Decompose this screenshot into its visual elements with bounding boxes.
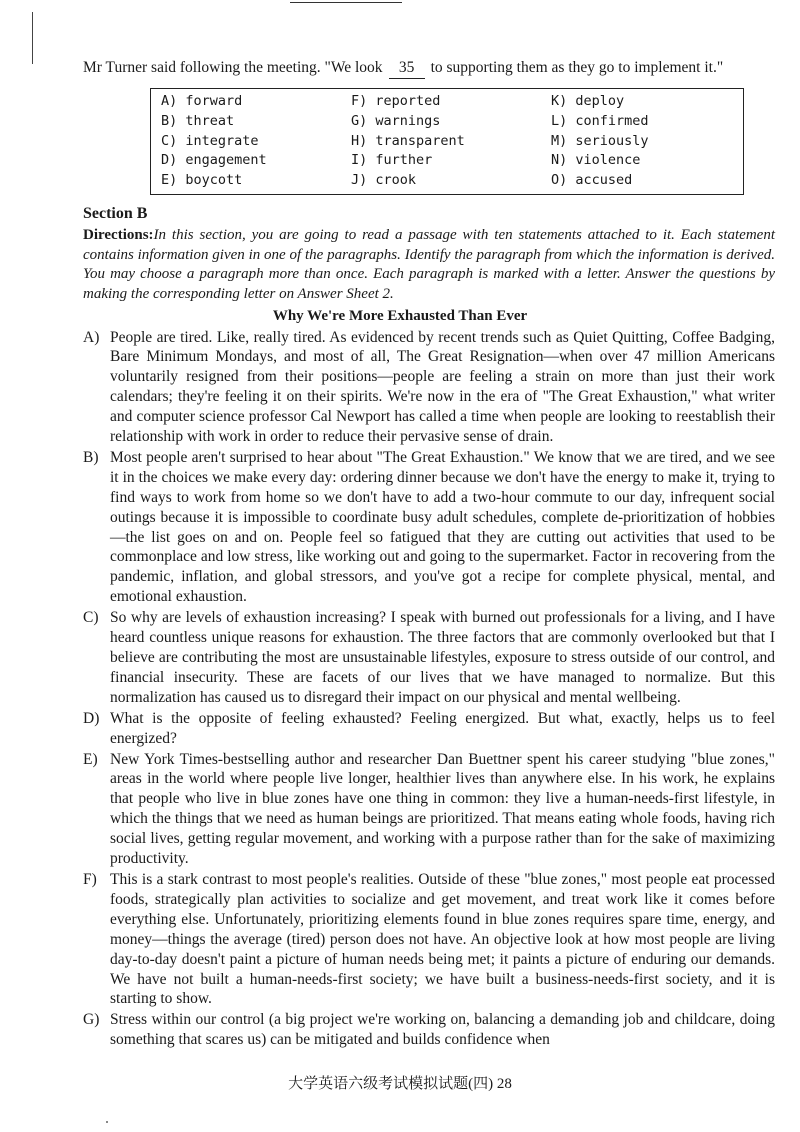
option-item: C) integrate xyxy=(161,132,259,149)
intro-sentence xyxy=(83,58,775,79)
section-heading: Section B xyxy=(83,204,148,222)
passage-title: Why We're More Exhausted Than Ever xyxy=(272,307,528,324)
paragraph-text: Stress within our control (a big project we're working on, balancing a demanding job and childcare, doing something that scares us) can be mitigated and builds confidence when xyxy=(110,1011,775,1049)
page-footer: 大学英语六级考试模拟试题(四) 28 xyxy=(288,1076,512,1093)
paragraph-text: So why are levels of exhaustion increasing? I speak with burned out professionals for a living, and I have heard countless unique reasons for exhaustion. The three factors that are commonly overlooked but that I believe are contributing the most are unsustainable lifestyles, exposure to stress outside of our control, and financial insecurity. These are facets of our lives that we have managed to normalize. But this normalization has caused us to disregard their impact on our physical and mental wellbeing. xyxy=(110,609,775,706)
option-item: I) further xyxy=(351,152,433,169)
paragraph-d xyxy=(83,709,775,749)
intro-after: to supporting them as they go to implement it." xyxy=(430,59,724,76)
option-item: L) confirmed xyxy=(551,112,649,129)
option-item: H) transparent xyxy=(351,132,465,149)
paragraph-letter: B) xyxy=(83,448,99,466)
paragraph-letter: E) xyxy=(83,750,98,768)
paragraph-g xyxy=(83,1010,775,1050)
paragraph-text: New York Times-bestselling author and researcher Dan Buettner spent his career studying "blue zones," areas in the world where people live longer, healthier lives than anywhere else. In his work, he explains that people who live in blue zones have one thing in common: they live a human-needs-first lifestyle, in which the things that we need as human beings are prioritized. That means eating whole foods, having rich social lives, getting regular movement, and working with a purpose rather than for the sake of maximizing productivity. xyxy=(110,750,775,868)
option-item: K) deploy xyxy=(551,93,625,109)
paragraph-letter: C) xyxy=(83,609,99,627)
blank-35: 35 xyxy=(389,58,425,79)
scan-speck xyxy=(106,1121,108,1123)
paragraph-text: This is a stark contrast to most people's realities. Outside of these "blue zones," most people eat processed foods, strategically plan activities to socialize and get movement, and treat work like it comes before everything else. Unfortunately, prioritizing elements found in blue zones requires spare time, energy, and money—things the average (tired) person does not have. An objective look at how most people are living day-to-day doesn't paint a picture of human needs being met; it paints a picture of enduring our demands. We have not built a human-needs-first society; we have built a business-needs-first society, and it is starting to show. xyxy=(110,870,775,1008)
intro-before: Mr Turner said following the meeting. "We look xyxy=(83,59,383,76)
paragraph-f xyxy=(83,870,775,1009)
paragraph-text: What is the opposite of feeling exhausted? Feeling energized. But what, exactly, helps us to feel energized? xyxy=(110,709,775,747)
option-item: G) warnings xyxy=(351,112,441,129)
page-content xyxy=(83,58,775,1094)
paragraph-letter: A) xyxy=(83,328,100,346)
option-item: F) reported xyxy=(351,93,441,109)
word-bank-column xyxy=(161,92,351,191)
margin-rule xyxy=(32,12,33,64)
word-bank-column xyxy=(551,92,731,191)
passage xyxy=(83,328,775,1051)
word-bank xyxy=(150,88,744,195)
paragraph-text: People are tired. Like, really tired. As evidenced by recent trends such as Quiet Quitting, Coffee Badging, Bare Minimum Mondays, and most of all, The Great Resignation—when over 47 million Americans voluntarily resigned from their positions—people are feeling a strain on more than just their work calendars; they're feeling it on their spirits. We're now in the era of "The Great Exhaustion," what writer and computer science professor Cal Newport has called a time when people are looking to reestablish their relationship with work in order to reduce their pervasive sense of drain. xyxy=(110,328,775,446)
option-item: B) threat xyxy=(161,112,235,129)
option-item: D) engagement xyxy=(161,152,267,169)
option-item: A) forward xyxy=(161,93,243,109)
paragraph-letter: G) xyxy=(83,1011,100,1029)
option-item: M) seriously xyxy=(551,132,649,149)
paragraph-letter: F) xyxy=(83,870,97,888)
paragraph-e xyxy=(83,750,775,869)
option-item: N) violence xyxy=(551,152,641,169)
paragraph-c xyxy=(83,608,775,708)
paragraph-letter: D) xyxy=(83,709,100,727)
paragraph-text: Most people aren't surprised to hear about "The Great Exhaustion." We know that we are tired, and we see it in the choices we make every day: ordering dinner because we don't have the energy to make it, trying to find ways to work from home so we don't have to add a two-hour commute to our day, infrequent social outings because it is impossible to coordinate busy adult schedules, complete de-prioritization of hobbies—the list goes on and on. People feel so fatigued that they are cutting out activities that used to be commonplace and low stress, like working out and going to the supermarket. Factor in recovering from the pandemic, inflation, and global stressors, and you've got a recipe for complete physical, mental, and emotional exhaustion. xyxy=(110,448,775,606)
option-item: J) crook xyxy=(351,172,417,189)
option-item: E) boycott xyxy=(161,172,243,189)
directions xyxy=(83,226,775,305)
word-bank-column xyxy=(351,92,551,191)
directions-label: Directions: xyxy=(83,226,154,243)
top-rule xyxy=(290,2,402,3)
directions-text: In this section, you are going to read a passage with ten statements attached to it. Each statement contains information given in one of the paragraphs. Identify the paragraph from which the information is derived. You may choose a paragraph more than once. Each paragraph is marked with a letter. Answer the questions by making the corresponding letter on Answer Sheet 2. xyxy=(83,226,775,303)
paragraph-a xyxy=(83,328,775,447)
option-item: O) accused xyxy=(551,172,633,189)
paragraph-b xyxy=(83,448,775,607)
